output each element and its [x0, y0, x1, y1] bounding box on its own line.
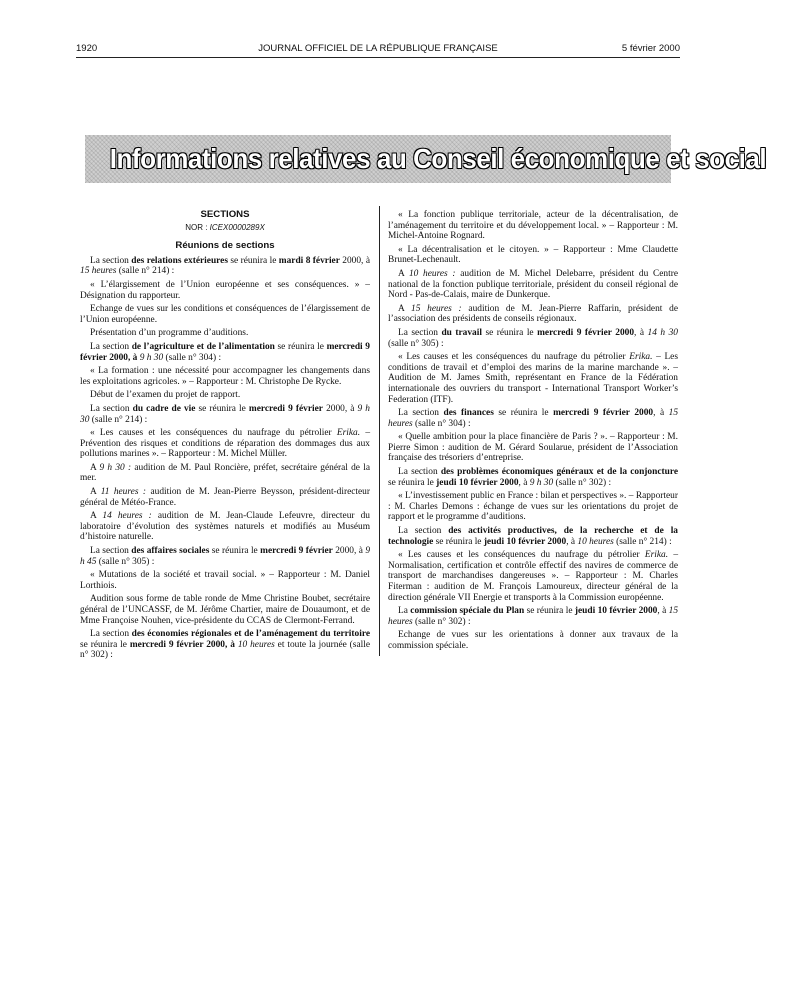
paragraph: A 14 heures : audition de M. Jean-Claude Lefeuvre, directeur du laboratoire d’évolution des systèmes naturels et modifiés au Muséum d’histoire naturelle.: [80, 511, 370, 543]
paragraph: Début de l’examen du projet de rapport.: [90, 390, 241, 401]
paragraph: Echange de vues sur les orientations à donner aux travaux de la commission spéciale.: [388, 630, 678, 651]
paragraph: La commission spéciale du Plan se réunira le jeudi 10 février 2000, à 15 heures (salle n° 302) :: [388, 606, 679, 627]
paragraph: A 15 heures : audition de M. Jean-Pierre Raffarin, président de l’association des présidents de conseils régionaux.: [388, 303, 678, 325]
header-rule: [76, 57, 680, 58]
paragraph: La section du travail se réunira le mercredi 9 février 2000, à 14 h 30 (salle n° 305) :: [388, 327, 678, 349]
paragraph: La section du cadre de vie se réunira le mercredi 9 février 2000, à 9 h 30 (salle n° 214) :: [80, 403, 370, 425]
paragraph: La section des problèmes économiques généraux et de la conjoncture se réunira le jeudi 10 février 2000, à 9 h 30 (salle n° 302) :: [388, 467, 678, 488]
paragraph: A 9 h 30 : audition de M. Paul Roncière, préfet, secrétaire général de la mer.: [80, 462, 370, 484]
paragraph: Présentation d’un programme d’auditions.: [90, 328, 249, 339]
page-header: [76, 43, 680, 57]
paragraph: « Quelle ambition pour la place financière de Paris ? ». – Rapporteur : M. Pierre Simon : audition de M. Gérard Soularue, président de l’Association française des trésoriers d’entreprise.: [388, 432, 678, 464]
paragraph: « La formation : une nécessité pour accompagner les changements dans les exploitations agricoles. » – Rapporteur : M. Christophe De Rycke.: [80, 366, 370, 387]
paragraph: La section de l’agriculture et de l’alimentation se réunira le mercredi 9 février 2000, à 9 h 30 (salle n° 304) :: [80, 341, 370, 363]
sections-title: SECTIONS: [200, 209, 250, 220]
section-banner: [85, 135, 767, 183]
paragraph: A 10 heures : audition de M. Michel Delebarre, président du Centre national de la fonction publique territoriale, président du conseil régional de Nord - Pas-de-Calais, maire de Dunkerque.: [388, 268, 678, 301]
paragraph: « La décentralisation et le citoyen. » – Rapporteur : Mme Claudette Brunet-Lechenault.: [388, 244, 678, 266]
paragraph: Audition sous forme de table ronde de Mme Christine Boubet, secrétaire général de l’UNCASSF, de M. Jérôme Chartier, maire de Douaumont, et de Mme Françoise Nouhen, vice-présidente du CCAS de Clermont-Ferrand.: [80, 594, 370, 626]
paragraph: « Les causes et les conséquences du naufrage du pétrolier Erika. – Les conditions de travail et d’emploi des marins de la marine marchande ». – Audition de M. James Smith, représentant en France de la Fédération internationale des ouvriers du transport - International Transport Worker’s Federation (ITF).: [388, 352, 678, 405]
paragraph: La section des activités productives, de la recherche et de la technologie se réunira le jeudi 10 février 2000, à 10 heures (salle n° 214) :: [388, 526, 678, 547]
column-divider: [379, 206, 380, 656]
paragraph: La section des relations extérieures se réunira le mardi 8 février 2000, à 15 heures (salle n° 214) :: [80, 255, 370, 277]
page-number: 1920: [76, 43, 98, 54]
paragraph: A 11 heures : audition de M. Jean-Pierre Beysson, président-directeur général de Météo-France.: [80, 487, 370, 508]
right-column: [388, 210, 678, 655]
issue-date: 5 février 2000: [621, 43, 680, 54]
paragraph: « L’investissement public en France : bilan et perspectives ». – Rapporteur : M. Charles Demons : échange de vues sur les orientations du projet de rapport et le programme d’auditions.: [388, 491, 678, 523]
nor-reference: NOR : ICEX0000289X: [185, 222, 265, 232]
paragraph: Echange de vues sur les conditions et conséquences de l’élargissement de l’Union européenne.: [80, 304, 370, 325]
paragraph: La section des économies régionales et de l’aménagement du territoire se réunira le mercredi 9 février 2000, à 10 heures et toute la journée (salle n° 302) :: [80, 629, 370, 661]
paragraph: « Les causes et les conséquences du naufrage du pétrolier Erika. – Prévention des risques et conditions de réparation des dommages dus aux pollutions marines ». – Rapporteur : M. Michel Müller.: [80, 428, 370, 460]
paragraph: « L’élargissement de l’Union européenne et ses conséquences. » – Désignation du rapporteur.: [80, 279, 370, 301]
paragraph: La section des affaires sociales se réunira le mercredi 9 février 2000, à 9 h 45 (salle n° 305) :: [80, 546, 370, 567]
paragraph: « La fonction publique territoriale, acteur de la décentralisation, de l’aménagement du territoire et du développement local. » – Rapporteur : M. Michel-Antoine Rognard.: [388, 210, 678, 242]
reunions-title: Réunions de sections: [175, 240, 275, 252]
paragraph: La section des finances se réunira le mercredi 9 février 2000, à 15 heures (salle n° 304) :: [388, 408, 679, 429]
banner-title: Informations relatives au Conseil économique et social: [109, 143, 767, 174]
journal-title: JOURNAL OFFICIEL DE LA RÉPUBLIQUE FRANÇAISE: [258, 43, 498, 54]
paragraph: « Mutations de la société et travail social. » – Rapporteur : M. Daniel Lorthiois.: [80, 570, 370, 591]
left-column: [80, 210, 370, 664]
paragraph: « Les causes et les conséquences du naufrage du pétrolier Erika. – Normalisation, certification et contrôle effectif des navires de commerce de transport de marchandises dangereuses ». – Rapporteur : M. Charles Fiterman : audition de M. François Lamoureux, directeur général de la direction générale VII Energie et transports à la Commission européenne.: [388, 550, 678, 603]
